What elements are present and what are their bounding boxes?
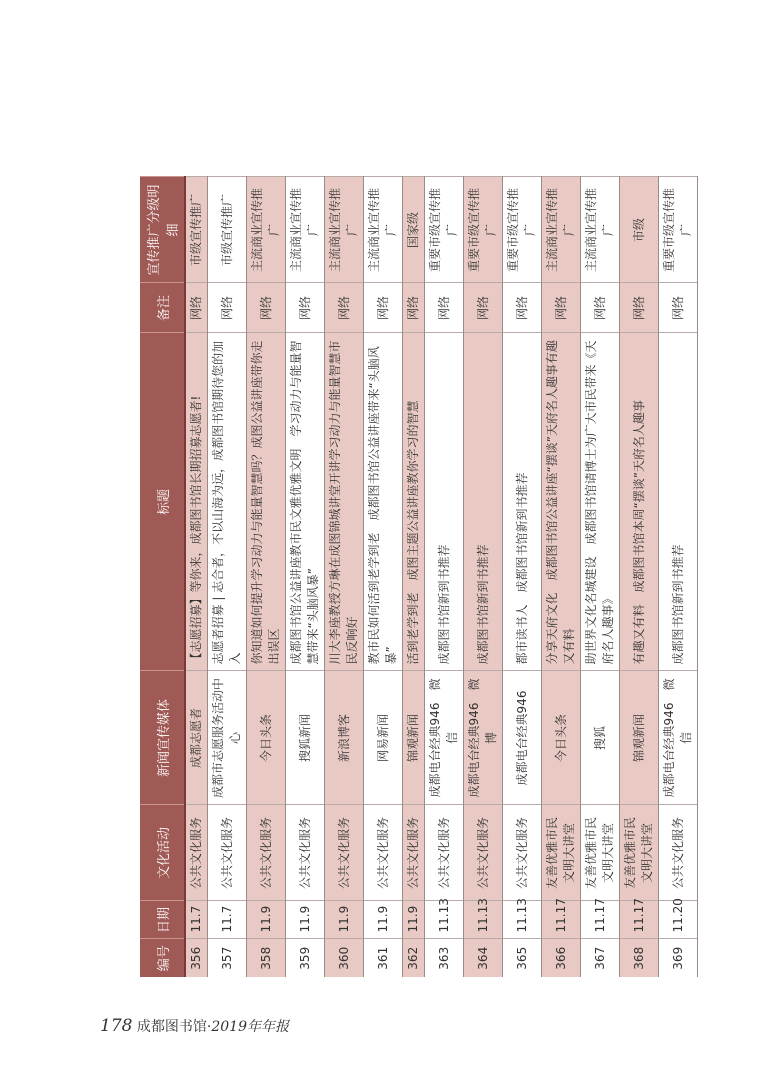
cell-activity: 友善优雅市民文明大讲堂 [542, 805, 581, 901]
cell-title: 都市读书人 成都图书馆新到书推荐 [503, 333, 542, 671]
cell-title: 成都图书馆公益讲座教市民文雅优雅文明 学习动力与能量智慧带来“头脑风暴” [286, 333, 325, 671]
table-row [364, 177, 403, 977]
cell-remark: 网络 [581, 283, 620, 333]
cell-date: 11.7 [208, 901, 247, 939]
table-row [247, 177, 286, 977]
cell-id: 360 [325, 939, 364, 977]
cell-media: 成都志愿者 [185, 671, 208, 805]
cell-date: 11.9 [247, 901, 286, 939]
header-remark: 备注 [140, 283, 185, 333]
cell-remark: 网络 [542, 283, 581, 333]
table-row [620, 177, 659, 977]
cell-level: 主流商业宣传推广 [364, 177, 403, 283]
cell-date: 11.17 [581, 901, 620, 939]
table-row [185, 177, 208, 977]
cell-id: 364 [464, 939, 503, 977]
cell-id: 358 [247, 939, 286, 977]
cell-remark: 网络 [464, 283, 503, 333]
cell-title: 成都图书馆新到书推荐 [659, 333, 698, 671]
cell-activity: 公共文化服务 [464, 805, 503, 901]
cell-date: 11.17 [542, 901, 581, 939]
cell-title: 有趣又有料 成都图书馆本周“摆谈”天府名人趣事 [620, 333, 659, 671]
cell-level: 重要市级宣传推广 [659, 177, 698, 283]
cell-date: 11.13 [503, 901, 542, 939]
page-footer [100, 1016, 289, 1036]
cell-title: 成都图书馆新到书推荐 [464, 333, 503, 671]
cell-level: 市级宣传推广 [208, 177, 247, 283]
cell-media: 网易新闻 [364, 671, 403, 805]
cell-title: 志愿者招募 | 志合者，不以山海为远，成都图书馆期待您的加入 [208, 333, 247, 671]
cell-level: 主流商业宣传推广 [542, 177, 581, 283]
cell-title: 教市民如何活到老学到老 成都图书馆公益讲座带来“头脑风暴” [364, 333, 403, 671]
cell-media: 今日头条 [247, 671, 286, 805]
table-row [659, 177, 698, 977]
table-row [325, 177, 364, 977]
cell-media: 搜狐 [581, 671, 620, 805]
header-id: 编号 [140, 939, 185, 977]
cell-id: 363 [425, 939, 464, 977]
cell-date: 11.9 [286, 901, 325, 939]
cell-id: 369 [659, 939, 698, 977]
cell-activity: 公共文化服务 [503, 805, 542, 901]
table-row [425, 177, 464, 977]
cell-id: 359 [286, 939, 325, 977]
cell-title: 川大李座教授方琳在成图锦城讲堂开讲学习动力与能量智慧市民反响好 [325, 333, 364, 671]
cell-date: 11.13 [464, 901, 503, 939]
cell-remark: 网络 [208, 283, 247, 333]
cell-activity: 公共文化服务 [286, 805, 325, 901]
cell-id: 368 [620, 939, 659, 977]
cell-level: 主流商业宣传推广 [325, 177, 364, 283]
cell-title: 【志愿招募】等你来，成都图书馆长期招募志愿者! [185, 333, 208, 671]
cell-id: 361 [364, 939, 403, 977]
cell-media: 新浪博客 [325, 671, 364, 805]
cell-level: 重要市级宣传推广 [503, 177, 542, 283]
cell-level: 主流商业宣传推广 [286, 177, 325, 283]
cell-date: 11.20 [659, 901, 698, 939]
cell-level: 重要市级宣传推广 [425, 177, 464, 283]
cell-level: 主流商业宣传推广 [247, 177, 286, 283]
cell-remark: 网络 [503, 283, 542, 333]
table-row [542, 177, 581, 977]
footer-org: 成都图书馆· [136, 1019, 212, 1035]
cell-id: 367 [581, 939, 620, 977]
cell-remark: 网络 [247, 283, 286, 333]
cell-remark: 网络 [403, 283, 425, 333]
cell-title: 成都图书馆新到书推荐 [425, 333, 464, 671]
cell-date: 11.13 [425, 901, 464, 939]
cell-activity: 公共文化服务 [208, 805, 247, 901]
cell-media: 锦观新闻 [620, 671, 659, 805]
publicity-table [140, 177, 698, 978]
cell-activity: 公共文化服务 [425, 805, 464, 901]
cell-activity: 公共文化服务 [364, 805, 403, 901]
cell-activity: 友善优雅市民文明大讲堂 [620, 805, 659, 901]
cell-level: 主流商业宣传推广 [581, 177, 620, 283]
cell-media: 成都市志愿服务活动中心 [208, 671, 247, 805]
cell-id: 356 [185, 939, 208, 977]
cell-remark: 网络 [659, 283, 698, 333]
cell-level: 市级 [620, 177, 659, 283]
table-header-row [140, 177, 185, 977]
cell-id: 357 [208, 939, 247, 977]
cell-date: 11.9 [325, 901, 364, 939]
cell-date: 11.9 [364, 901, 403, 939]
table-row [581, 177, 620, 977]
page-number: 178 [100, 1016, 133, 1036]
cell-media: 成都电台经典946 [503, 671, 542, 805]
cell-date: 11.9 [403, 901, 425, 939]
cell-level: 重要市级宣传推广 [464, 177, 503, 283]
cell-remark: 网络 [325, 283, 364, 333]
header-media: 新闻宣传媒体 [140, 671, 185, 805]
cell-title: 你知道如何提升学习动力与能量智慧吗？成图公益讲座带你走出误区 [247, 333, 286, 671]
cell-level: 国家级 [403, 177, 425, 283]
rotated-table-container [140, 177, 693, 977]
cell-remark: 网络 [425, 283, 464, 333]
cell-date: 11.7 [185, 901, 208, 939]
cell-activity: 公共文化服务 [659, 805, 698, 901]
cell-media: 今日头条 [542, 671, 581, 805]
cell-remark: 网络 [620, 283, 659, 333]
cell-title: 分享天府文化 成都图书馆公益讲座“摆谈”天府名人趣事有趣又有料 [542, 333, 581, 671]
cell-remark: 网络 [364, 283, 403, 333]
cell-activity: 公共文化服务 [247, 805, 286, 901]
cell-id: 362 [403, 939, 425, 977]
cell-media: 搜狐新闻 [286, 671, 325, 805]
cell-media: 成都电台经典946 微信 [659, 671, 698, 805]
table-row [208, 177, 247, 977]
cell-id: 366 [542, 939, 581, 977]
cell-date: 11.17 [620, 901, 659, 939]
cell-media: 成都电台经典946 微信 [425, 671, 464, 805]
cell-remark: 网络 [286, 283, 325, 333]
table-row [464, 177, 503, 977]
footer-year: 2019年年报 [211, 1019, 289, 1035]
cell-remark: 网络 [185, 283, 208, 333]
cell-media: 成都电台经典946 微博 [464, 671, 503, 805]
cell-level: 市级宣传推广 [185, 177, 208, 283]
cell-activity: 公共文化服务 [325, 805, 364, 901]
header-date: 日期 [140, 901, 185, 939]
table-row [286, 177, 325, 977]
cell-activity: 公共文化服务 [185, 805, 208, 901]
header-activity: 文化活动 [140, 805, 185, 901]
cell-title: 活到老学到老 成图主题公益讲座教你学习的智慧 [403, 333, 425, 671]
cell-id: 365 [503, 939, 542, 977]
header-title: 标题 [140, 333, 185, 671]
cell-activity: 友善优雅市民文明大讲堂 [581, 805, 620, 901]
cell-media: 锦观新闻 [403, 671, 425, 805]
header-level: 宣传推广分级明细 [140, 177, 185, 283]
cell-title: 助世界文化名城建设 成都图书馆请博士为广大市民带来《天府名人趣事》 [581, 333, 620, 671]
table-row [503, 177, 542, 977]
table-row [403, 177, 425, 977]
cell-activity: 公共文化服务 [403, 805, 425, 901]
